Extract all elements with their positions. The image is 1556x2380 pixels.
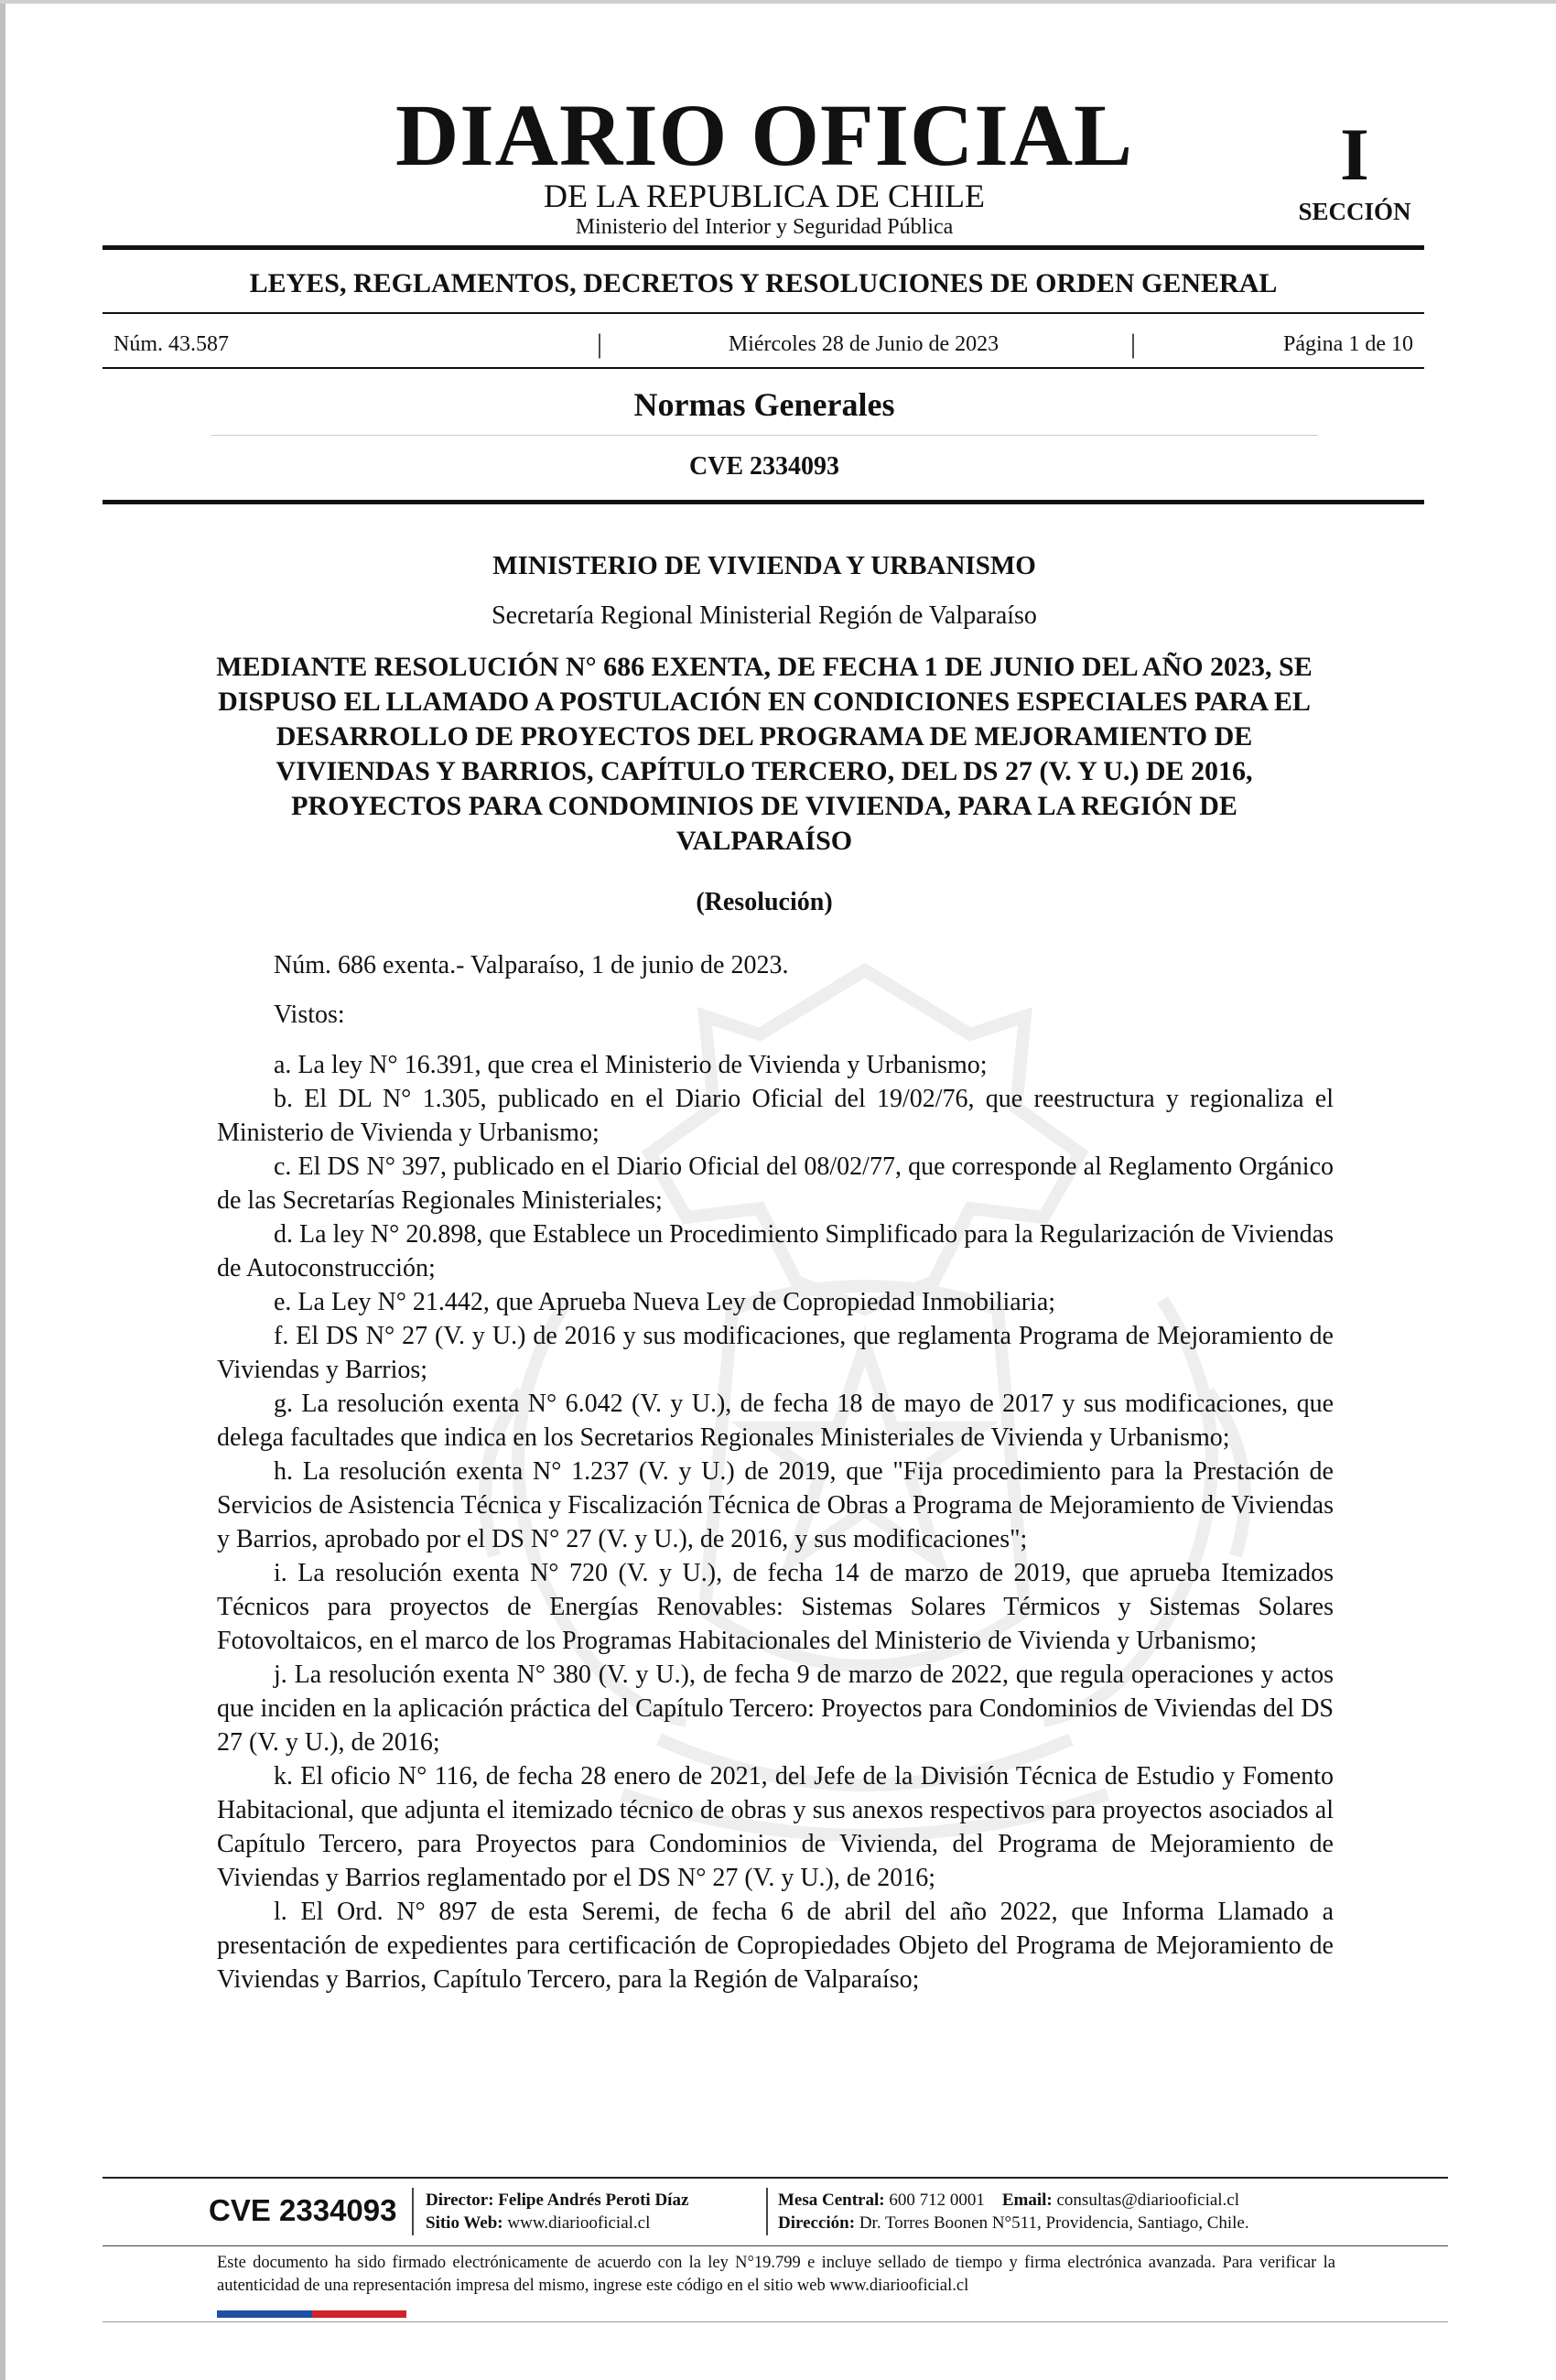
header-bottom-rule <box>103 500 1424 504</box>
masthead-rule <box>103 245 1424 250</box>
section-label: SECCIÓN <box>1298 198 1411 225</box>
phone-value: 600 712 0001 <box>889 2191 985 2210</box>
category-rule <box>103 312 1424 314</box>
footer-bottom-rule <box>103 2321 1448 2322</box>
issue-date: Miércoles 28 de Junio de 2023 <box>728 332 1000 356</box>
vistos-item-f: f. El DS N° 27 (V. y U.) de 2016 y sus modificaciones, que reglamenta Programa de Mejoramiento de Viviendas y Barrios; <box>217 1322 1334 1384</box>
section-title-rule <box>211 435 1318 436</box>
resolution-label: (Resolución) <box>696 888 833 916</box>
resolution-title: MEDIANTE RESOLUCIÓN N° 686 EXENTA, DE FECHA 1 DE JUNIO DEL AÑO 2023, SE DISPUSO EL LLAMADO A POSTULACIÓN EN CONDICIONES ESPECIALES PARA EL DESARROLLO DE PROYECTOS DEL PROGRAMA DE MEJORAMIENTO DE VIVIENDAS Y BARRIOS, CAPÍTULO TERCERO, DEL DS 27 (V. Y U.) DE 2016, PROYECTOS PARA CONDOMINIOS DE VIVIENDA, PARA LA REGIÓN DE VALPARAÍSO <box>216 652 1313 856</box>
director-name: Felipe Andrés Peroti Díaz <box>498 2191 689 2210</box>
ministry-heading: MINISTERIO DE VIVIENDA Y URBANISMO <box>492 551 1036 580</box>
cve-code: CVE 2334093 <box>688 452 840 481</box>
issue-separator: | <box>1130 329 1137 359</box>
phone-label: Mesa Central: <box>778 2191 885 2210</box>
flag-blue-stripe <box>217 2310 312 2318</box>
footer-contact-block <box>778 2189 1249 2234</box>
region-line: Secretaría Regional Ministerial Región de Valparaíso <box>492 601 1037 630</box>
flag-stripe <box>217 2310 406 2318</box>
vistos-item-g: g. La resolución exenta N° 6.042 (V. y U.), de fecha 18 de mayo de 2017 y sus modificaciones, que delega facultades que indica en los Secretarios Regionales Ministeriales de Vivienda y Urbanismo; <box>217 1390 1334 1452</box>
vistos-item-h: h. La resolución exenta N° 1.237 (V. y U.) de 2019, que "Fija procedimiento para la Prestación de Servicios de Asistencia Técnica y Fiscalización Técnica de Obras a Programa de Mejoramiento de Viviendas y Barrios, aprobado por el DS N° 27 (V. y U.), de 2016, y sus modificaciones"; <box>217 1457 1334 1553</box>
email-link[interactable]: consultas@diariooficial.cl <box>1056 2191 1240 2210</box>
issue-number: Núm. 43.587 <box>113 332 229 356</box>
issue-bar <box>103 330 1424 359</box>
page-counter: Página 1 de 10 <box>1283 332 1413 356</box>
issue-rule <box>103 367 1424 369</box>
footer-cve-code: CVE 2334093 <box>209 2193 397 2227</box>
footer-divider <box>766 2188 768 2235</box>
category-line: LEYES, REGLAMENTOS, DECRETOS Y RESOLUCIONES DE ORDEN GENERAL <box>249 268 1278 298</box>
web-link[interactable]: www.diariooficial.cl <box>507 2213 651 2233</box>
vistos-item-j: j. La resolución exenta N° 380 (V. y U.), de fecha 9 de marzo de 2022, que regula operaciones y actos que inciden en la aplicación práctica del Capítulo Tercero: Proyectos para Condominios de Viviendas del DS 27 (V. y U.), de 2016; <box>217 1661 1334 1757</box>
vistos-heading: Vistos: <box>274 1001 345 1029</box>
vistos-item-c: c. El DS N° 397, publicado en el Diario Oficial del 08/02/77, que corresponde al Reglamento Orgánico de las Secretarías Regionales Ministeriales; <box>217 1152 1334 1215</box>
flag-red-stripe <box>312 2310 406 2318</box>
signature-note: Este documento ha sido firmado electrónicamente de acuerdo con la ley N°19.799 e incluye sellado de tiempo y firma electrónica avanzada. Para verificar la autenticidad de una representación impresa del mismo, ingrese este código en el sitio web www.diariooficial.cl <box>217 2254 1335 2295</box>
footer-director-block <box>426 2189 688 2234</box>
director-label: Director: <box>426 2191 494 2210</box>
page-edge-left <box>0 0 5 2380</box>
address-label: Dirección: <box>778 2213 856 2233</box>
issue-separator: | <box>597 329 603 359</box>
resolution-intro: Núm. 686 exenta.- Valparaíso, 1 de junio de 2023. <box>274 951 789 979</box>
web-label: Sitio Web: <box>426 2213 503 2233</box>
vistos-item-d: d. La ley N° 20.898, que Establece un Procedimiento Simplificado para la Regularización de Viviendas de Autoconstrucción; <box>217 1220 1334 1282</box>
vistos-item-e: e. La Ley N° 21.442, que Aprueba Nueva Ley de Copropiedad Inmobiliaria; <box>274 1288 1056 1316</box>
page-edge-top <box>0 0 1556 4</box>
footer-middle-rule <box>103 2245 1448 2246</box>
masthead-title: DIARIO OFICIAL <box>394 86 1134 184</box>
vistos-item-l: l. El Ord. N° 897 de esta Seremi, de fecha 6 de abril del año 2022, que Informa Llamado a presentación de expedientes para certificación de Copropiedades Objeto del Programa de Mejoramiento de Viviendas y Barrios, Capítulo Tercero, para la Región de Valparaíso; <box>217 1898 1334 1994</box>
section-title: Normas Generales <box>633 386 895 423</box>
email-label: Email: <box>1001 2191 1053 2210</box>
vistos-item-a: a. La ley N° 16.391, que crea el Ministerio de Vivienda y Urbanismo; <box>274 1051 988 1079</box>
masthead-subtitle: DE LA REPUBLICA DE CHILE <box>544 178 985 214</box>
resolution-body <box>217 948 1334 1996</box>
masthead-ministry: Ministerio del Interior y Seguridad Pública <box>575 215 954 239</box>
vistos-item-i: i. La resolución exenta N° 720 (V. y U.), de fecha 14 de marzo de 2019, que aprueba Itemizados Técnicos para proyectos de Energías Renovables: Sistemas Solares Térmicos y Sistemas Solares Fotovoltaicos, en el marco de los Programas Habitacionales del Ministerio de Vivienda y Urbanismo; <box>217 1559 1334 1655</box>
address-value: Dr. Torres Boonen N°511, Providencia, Santiago, Chile. <box>859 2213 1249 2233</box>
section-number: I <box>1340 113 1369 196</box>
footer-top-rule <box>103 2177 1448 2179</box>
footer-divider <box>412 2188 414 2235</box>
vistos-item-b: b. El DL N° 1.305, publicado en el Diario Oficial del 19/02/76, que reestructura y regionaliza el Ministerio de Vivienda y Urbanismo; <box>217 1085 1334 1147</box>
vistos-item-k: k. El oficio N° 116, de fecha 28 enero de 2021, del Jefe de la División Técnica de Estudio y Fomento Habitacional, que adjunta el itemizado técnico de obras y sus anexos respectivos para proyectos asociados al Capítulo Tercero, para Proyectos para Condominios de Vivienda, del Programa de Mejoramiento de Viviendas y Barrios reglamentado por el DS N° 27 (V. y U.), de 2016; <box>217 1762 1334 1892</box>
